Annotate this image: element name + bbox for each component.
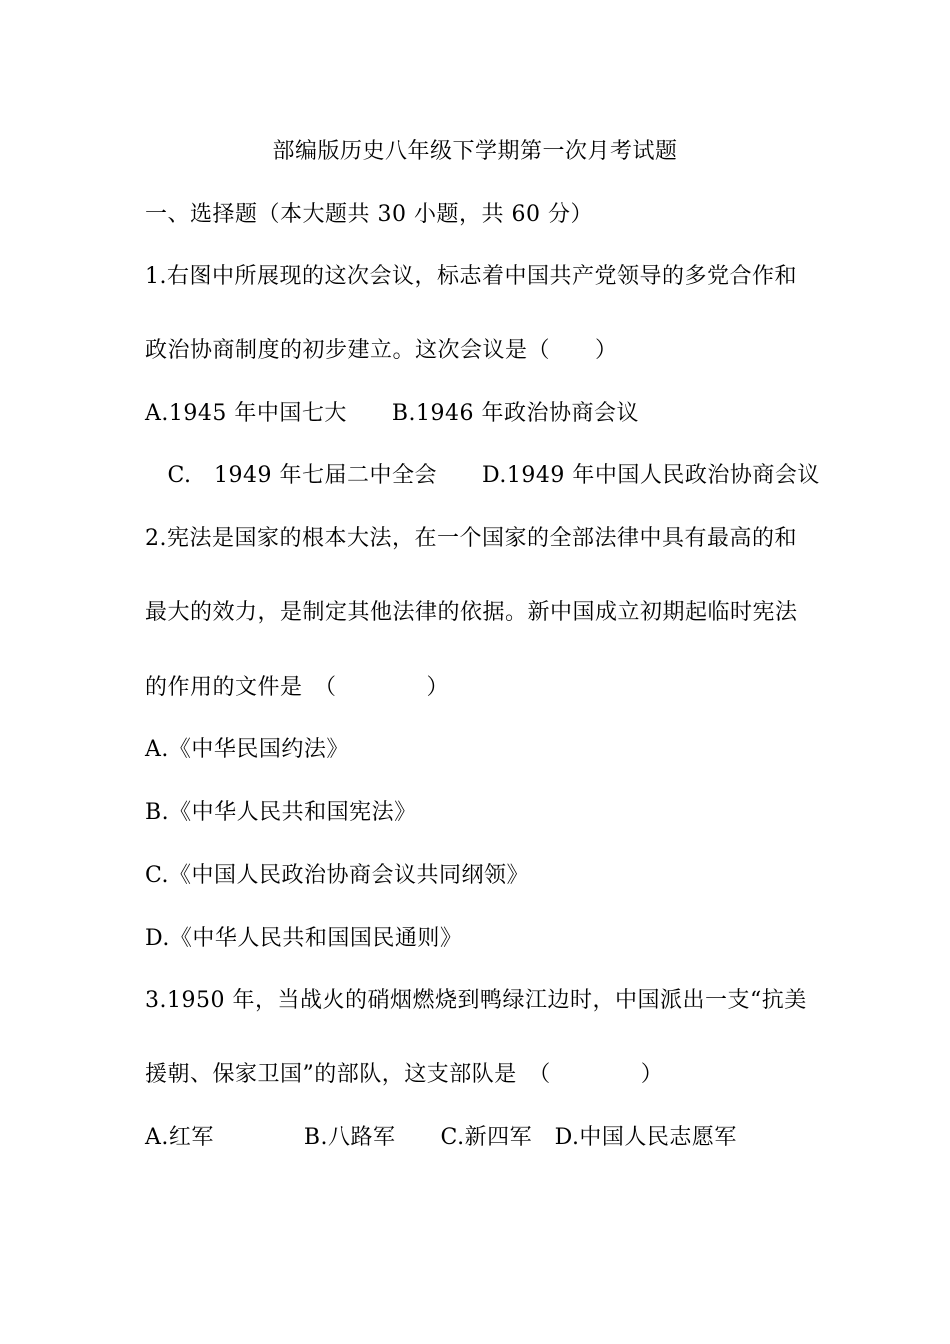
question-stem-line: 政治协商制度的初步建立。这次会议是（ ） — [145, 338, 618, 363]
question-option-line: C. 1949 年七届二中全会 D.1949 年中国人民政治协商会议 — [145, 463, 820, 488]
question-stem-line: 1.右图中所展现的这次会议，标志着中国共产党领导的多党合作和 — [145, 264, 797, 289]
question-stem-line: 2.宪法是国家的根本大法，在一个国家的全部法律中具有最高的和 — [145, 526, 797, 551]
question-option-line: A.《中华民国约法》 — [145, 737, 349, 762]
section-heading: 一、选择题（本大题共 30 小题，共 60 分） — [145, 202, 593, 227]
question-stem-line: 的作用的文件是 （ ） — [145, 675, 450, 700]
question-stem-line: 3.1950 年，当战火的硝烟燃烧到鸭绿江边时，中国派出一支“抗美 — [145, 988, 807, 1013]
document-title: 部编版历史八年级下学期第一次月考试题 — [272, 139, 678, 164]
question-option-line: C.《中国人民政治协商会议共同纲领》 — [145, 863, 530, 888]
question-stem-line: 最大的效力，是制定其他法律的依据。新中国成立初期起临时宪法 — [145, 600, 798, 625]
question-option-line: D.《中华人民共和国国民通则》 — [145, 926, 463, 951]
question-stem-line: 援朝、保家卫国”的部队，这支部队是 （ ） — [145, 1062, 664, 1087]
question-option-line: A.1945 年中国七大 B.1946 年政治协商会议 — [145, 401, 640, 426]
question-option-line: A.红军 B.八路军 C.新四军 D.中国人民志愿军 — [145, 1125, 737, 1150]
question-option-line: B.《中华人民共和国宪法》 — [145, 800, 417, 825]
